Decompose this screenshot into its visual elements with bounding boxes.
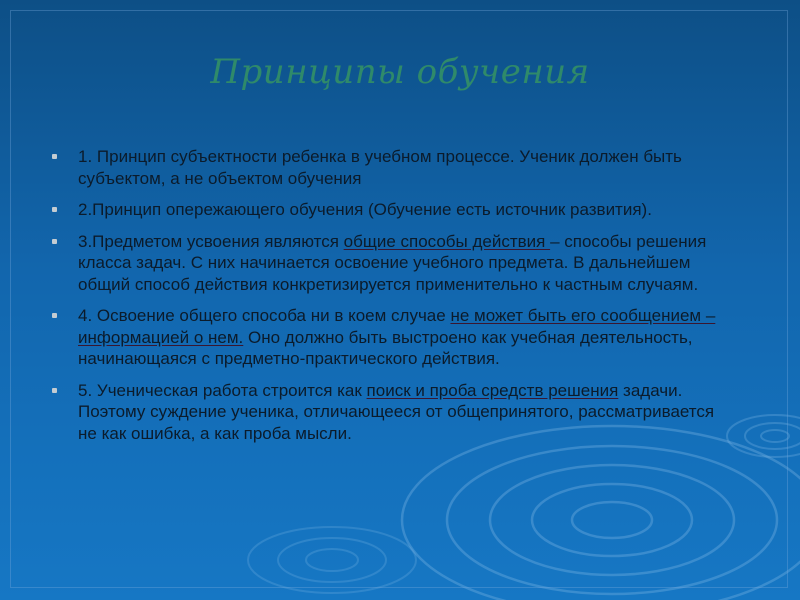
bullet-icon bbox=[52, 313, 57, 318]
item-text-rest: – способы решения класса задач. С них начинается освоение учебного предмета. В дальнейшем общий способ действия конкретизируется применительно к частным случаям. bbox=[78, 231, 707, 294]
item-text-underlined: не может быть его сообщением – информацией о нем. bbox=[78, 306, 716, 347]
item-text: 1. Принцип субъектности ребенка в учебном процессе. Ученик должен быть субъектом, а не объектом обучения bbox=[78, 147, 682, 188]
item-text-lead: 4. Освоение общего способа ни в коем случае bbox=[78, 306, 451, 325]
principles-list bbox=[52, 146, 732, 454]
bullet-icon bbox=[52, 154, 57, 159]
item-text-rest: Оно должно быть выстроено как учебная деятельность, начинающаяся с предметно-практического действия. bbox=[78, 327, 693, 368]
list-item bbox=[52, 231, 732, 296]
list-item bbox=[52, 305, 732, 370]
item-text-lead: 5. Ученическая работа строится как bbox=[78, 380, 367, 400]
item-text-rest: задачи. Поэтому суждение ученика, отличающееся от общепринятого, рассматривается не как ошибка, а как проба мысли. bbox=[78, 380, 715, 443]
item-text-underlined: поиск и проба средств решения bbox=[366, 380, 619, 400]
item-text bbox=[78, 232, 706, 294]
bullet-icon bbox=[52, 388, 57, 393]
slide-title: Принципы обучения bbox=[210, 52, 590, 92]
list-item bbox=[52, 380, 732, 445]
list-item bbox=[52, 199, 732, 221]
bullet-icon bbox=[52, 207, 57, 212]
item-text-underlined: общие способы действия bbox=[343, 231, 551, 251]
bullet-icon bbox=[52, 239, 57, 244]
item-text-lead: 3.Предметом усвоения являются bbox=[78, 231, 344, 251]
item-text bbox=[78, 381, 714, 443]
list-item bbox=[52, 146, 732, 189]
item-text: 2.Принцип опережающего обучения (Обучение есть источник развития). bbox=[78, 200, 652, 219]
item-text bbox=[78, 306, 715, 368]
